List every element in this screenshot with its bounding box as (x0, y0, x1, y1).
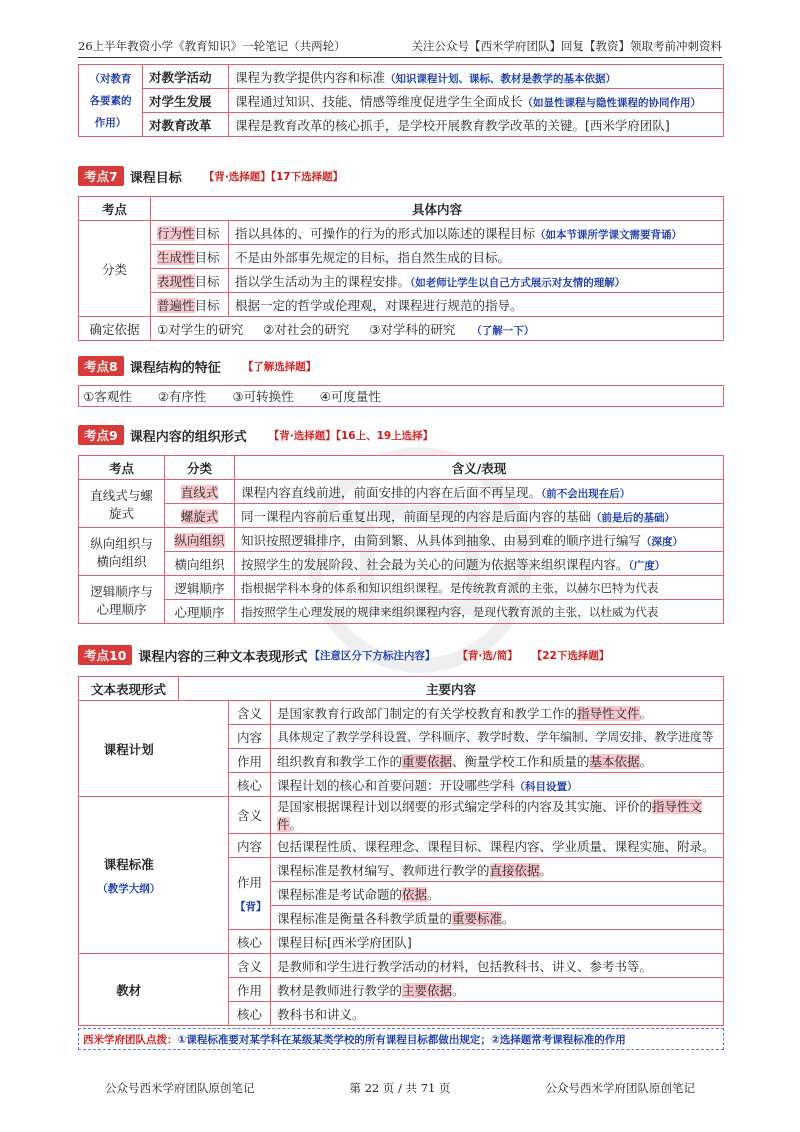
col-header: 具体内容 (151, 197, 724, 221)
section-8-heading (78, 356, 316, 376)
section-note: 【背·选/简】 (457, 649, 518, 662)
form-type: 心理顺序 (165, 600, 235, 624)
form-desc: 指根据学科本身的体系和知识组织课程。是传统教育派的主张，以赫尔巴特为代表 (235, 576, 724, 600)
form-label: 教材 (79, 954, 179, 1026)
form-label: 课程标准 （教学大纲） (79, 797, 179, 954)
role-name: 对教育改革 (143, 113, 229, 137)
group-label: 纵向组织与横向组织 (79, 528, 165, 576)
form-label: 课程计划 (79, 701, 179, 797)
form-type: 逻辑顺序 (165, 576, 235, 600)
goal-type: 生成性目标 (151, 245, 229, 269)
curriculum-goal-table (78, 196, 724, 341)
section-tag: 考点8 (78, 356, 124, 376)
role-desc: 课程为教学提供内容和标准（知识课程计划、课标、教材是教学的基本依据） (229, 65, 724, 89)
curriculum-function-table (78, 64, 724, 137)
item-key: 含义 (229, 954, 271, 978)
team-tips-box (78, 1028, 724, 1050)
feature-item: ①客观性 (83, 389, 132, 404)
item-value: 教科书和讲义。 (271, 1002, 724, 1026)
col-header: 主要内容 (179, 677, 724, 701)
form-type: 螺旋式 (165, 504, 235, 528)
form-desc: 指按照学生心理发展的规律来组织课程内容，是现代教育派的主张，以杜威为代表 (235, 600, 724, 624)
item-value: 包括课程性质、课程理念、课程目标、课程内容、学业质量、课程实施、附录。 (271, 834, 724, 858)
item-value: 课程计划的核心和首要问题：开设哪些学科（科目设置） (271, 773, 724, 797)
role-desc: 课程是教育改革的核心抓手，是学校开展教育教学改革的关键。[西米学府团队] (229, 113, 724, 137)
form-type: 纵向组织 (165, 528, 235, 552)
page-header (78, 34, 722, 58)
role-desc: 课程通过知识、技能、情感等维度促进学生全面成长（如显性课程与隐性课程的协同作用） (229, 89, 724, 113)
item-key: 内容 (229, 834, 271, 858)
tips-label: 西米学府团队点拨： (83, 1033, 178, 1046)
item-value: 是国家教育行政部门制定的有关学校教育和教学工作的指导性文件。 (271, 701, 724, 725)
basis-label: 确定依据 (79, 317, 151, 341)
tips-text: ①课程标准要对某学科在某级某类学校的所有课程目标都做出规定；②选择题常考课程标准的作用 (177, 1033, 626, 1046)
form-desc: 同一课程内容前后重复出现，前面呈现的内容是后面内容的基础（前是后的基础） (235, 504, 724, 528)
section-title-note: 【注意区分下方标注内容】 (309, 649, 436, 662)
role-name: 对学生发展 (143, 89, 229, 113)
item-value: 课程标准是教材编写、教师进行教学的直接依据。 (271, 858, 724, 882)
item-key: 作用 (229, 749, 271, 773)
section-tag: 考点10 (78, 645, 132, 665)
col-header: 考点 (79, 197, 151, 221)
form-desc: 按照学生的发展阶段、社会最为关心的问题为依据等来组织课程内容。（广度） (235, 552, 724, 576)
col-header: 考点 (79, 456, 165, 480)
goal-type: 行为性目标 (151, 221, 229, 245)
item-value: 组织教育和教学工作的重要依据、衡量学校工作和质量的基本依据。 (271, 749, 724, 773)
section-7-heading (78, 166, 343, 186)
group-label: 逻辑顺序与心理顺序 (79, 576, 165, 624)
item-value: 课程标准是衡量各科教学质量的重要标准。 (271, 906, 724, 930)
organization-form-table (78, 455, 724, 624)
item-key: 核心 (229, 930, 271, 954)
footer-left: 公众号西米学府团队原创笔记 (105, 1081, 255, 1095)
item-value: 是教师和学生进行教学活动的材料，包括教科书、讲义、参考书等。 (271, 954, 724, 978)
section-tag: 考点9 (78, 425, 124, 445)
section-title: 课程内容的三种文本表现形式 (138, 649, 308, 665)
feature-item: ③可转换性 (232, 389, 294, 404)
section-note-2: 【22下选择题】 (531, 649, 610, 662)
col-header: 文本表现形式 (79, 677, 179, 701)
footer-right: 公众号西米学府团队原创笔记 (545, 1081, 695, 1095)
form-desc: 课程内容直线前进，前面安排的内容在后面不再呈现。（前不会出现在后） (235, 480, 724, 504)
item-key: 作用 【背】 (229, 858, 271, 930)
row-label: （对教育各要素的作用） (79, 65, 143, 137)
feature-item: ②有序性 (157, 389, 207, 404)
page-number: 第 22 页 / 共 71 页 (349, 1081, 451, 1095)
header-left: 26上半年教资小学《教育知识》一轮笔记（共两轮） (78, 39, 346, 53)
section-note: 【背·选择题】【17下选择题】 (203, 170, 344, 183)
item-value: 具体规定了教学学科设置、学科顺序、教学时数、学年编制、学周安排、教学进度等 (271, 725, 724, 749)
section-tag: 考点7 (78, 166, 124, 186)
form-type: 横向组织 (165, 552, 235, 576)
item-key: 核心 (229, 773, 271, 797)
structure-features (78, 385, 724, 407)
goal-type: 表现性目标 (151, 269, 229, 293)
goal-type: 普遍性目标 (151, 293, 229, 317)
goal-desc: 指以具体的、可操作的行为的形式加以陈述的课程目标（如本节课所学课文需要背诵） (229, 221, 724, 245)
section-note: 【了解选择题】 (242, 360, 317, 373)
header-right: 关注公众号【西米学府团队】回复【教资】领取考前冲刺资料 (411, 39, 722, 53)
goal-desc: 指以学生活动为主的课程安排。（如老师让学生以自己方式展示对友情的理解） (229, 269, 724, 293)
class-label: 分类 (79, 221, 151, 317)
item-key: 作用 (229, 978, 271, 1002)
item-key: 含义 (229, 701, 271, 725)
form-type: 直线式 (165, 480, 235, 504)
item-value: 是国家根据课程计划以纲要的形式编定学科的内容及其实施、评价的指导性文件。 (271, 797, 724, 834)
item-key: 含义 (229, 797, 271, 834)
section-9-heading (78, 425, 433, 445)
section-10-heading (78, 645, 609, 665)
basis-list: ①对学生的研究 ②对社会的研究 ③对学科的研究 （了解一下） (151, 317, 724, 341)
group-label: 直线式与螺旋式 (79, 480, 165, 528)
item-key: 内容 (229, 725, 271, 749)
form-desc: 知识按照逻辑排序，由简到繁、从具体到抽象、由易到难的顺序进行编写（深度） (235, 528, 724, 552)
goal-desc: 根据一定的哲学或伦理观，对课程进行规范的指导。 (229, 293, 724, 317)
col-header: 含义/表现 (235, 456, 724, 480)
role-name: 对教学活动 (143, 65, 229, 89)
page-footer (105, 1080, 695, 1096)
col-header: 分类 (165, 456, 235, 480)
section-note: 【背·选择题】【16上、19上选择】 (268, 429, 434, 442)
section-title: 课程内容的组织形式 (129, 429, 247, 445)
item-value: 教材是教师进行教学的主要依据。 (271, 978, 724, 1002)
goal-desc: 不是由外部事先规定的目标，指自然生成的目标。 (229, 245, 724, 269)
item-key: 核心 (229, 1002, 271, 1026)
feature-item: ④可度量性 (319, 389, 381, 404)
text-form-table (78, 676, 724, 1026)
item-value: 课程标准是考试命题的依据。 (271, 882, 724, 906)
section-title: 课程目标 (129, 170, 182, 186)
item-value: 课程目标[西米学府团队] (271, 930, 724, 954)
section-title: 课程结构的特征 (129, 360, 221, 376)
